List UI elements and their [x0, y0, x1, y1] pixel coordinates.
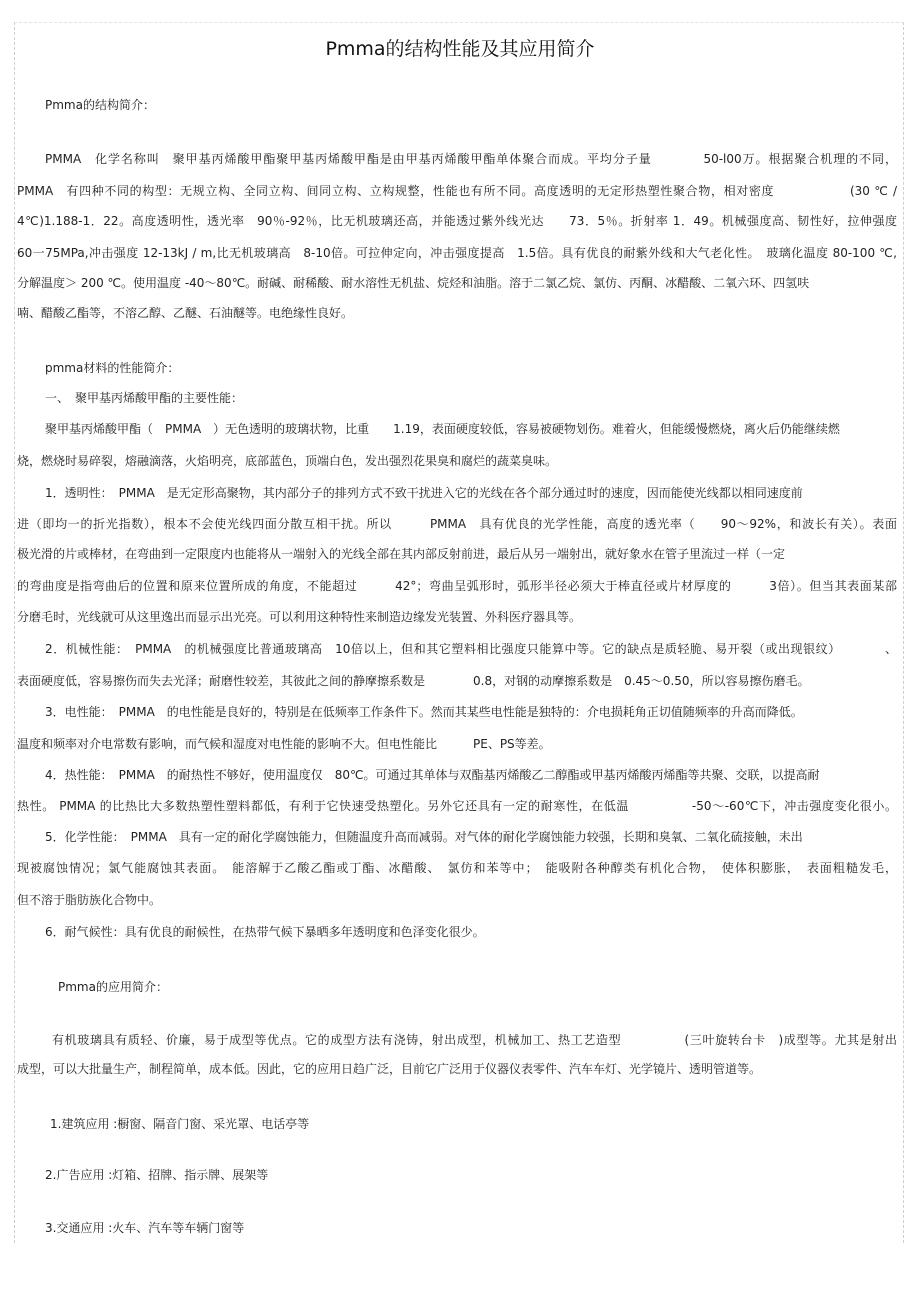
- text-line: 1．透明性： PMMA 是无定形高聚物，其内部分子的排列方式不致干扰进入它的光线在各个部分通过时的速度，因而能使光线都以相同速度前: [45, 486, 803, 500]
- application-item: 1.建筑应用 :橱窗、隔音门窗、采光罩、电话亭等: [50, 1117, 310, 1131]
- text-line: 现被腐蚀情况；氯气能腐蚀其表面。 能溶解于乙酸乙酯或丁酯、冰醋酸、 氯仿和苯等中； 能吸附各种醇类有机化合物， 使体积膨胀， 表面粗糙发毛，: [17, 861, 897, 875]
- text-line: 温度和频率对介电常数有影响，而气候和湿度对电性能的影响不大。但电性能比 PE、PS等差。: [17, 737, 551, 751]
- text-line: PMMA 有四种不同的构型：无规立构、全同立构、间同立构、立构规整，性能也有所不同。高度透明的无定形热塑性聚合物，相对密度 (30 ℃ /: [17, 184, 897, 198]
- application-item: 2.广告应用 :灯箱、招牌、指示牌、展架等: [45, 1168, 269, 1182]
- application-heading: Pmma的应用简介：: [58, 980, 168, 994]
- text-line: 但不溶于脂肪族化合物中。: [17, 893, 162, 907]
- text-line: PMMA 化学名称叫 聚甲基丙烯酸甲酯聚甲基丙烯酸甲酯是由甲基丙烯酸甲酯单体聚合而成。平均分子量 50-l00万。根据聚合机理的不同，: [45, 152, 897, 166]
- properties-heading: pmma材料的性能简介：: [45, 361, 180, 375]
- text-line: 烧，燃烧时易碎裂，熔融滴落，火焰明亮，底部蓝色，顶端白色，发出强烈花果臭和腐烂的蔬菜臭味。: [17, 454, 558, 468]
- text-line: 表面硬度低，容易擦伤而失去光泽；耐磨性较差，其彼此之间的静摩擦系数是 0.8，对钢的动摩擦系数是 0.45～0.50，所以容易擦伤磨毛。: [17, 674, 810, 688]
- page-title: Pmma的结构性能及其应用简介: [325, 38, 595, 60]
- text-line: 3．电性能： PMMA 的电性能是良好的，特别是在低频率工作条件下。然而其某些电性能是独特的：介电损耗角正切值随频率的升高而降低。: [45, 705, 803, 719]
- text-line: 5．化学性能： PMMA 具有一定的耐化学腐蚀能力，但随温度升高而减弱。对气体的耐化学腐蚀能力较强，长期和臭氧、二氧化硫接触，未出: [45, 830, 803, 844]
- text-line: 成型，可以大批量生产，制程简单，成本低。因此，它的应用日趋广泛，目前它广泛用于仪器仪表零件、汽车车灯、光学镜片、透明管道等。: [17, 1062, 762, 1076]
- properties-subheading: 一、 聚甲基丙烯酸甲酯的主要性能：: [45, 391, 244, 405]
- text-line: 聚甲基丙烯酸甲酯（ PMMA ）无色透明的玻璃状物，比重 1.19，表面硬度较低，容易被硬物划伤。难着火，但能缓慢燃烧，离火后仍能继续燃: [45, 422, 840, 436]
- text-line: 热性。 PMMA 的比热比大多数热塑性塑料都低，有利于它快速受热塑化。另外它还具有一定的耐寒性，在低温 -50～-60℃下，冲击强度变化很小。: [17, 799, 897, 813]
- structure-heading: Pmma的结构简介：: [45, 98, 155, 112]
- text-line: 分解温度＞ 200 ℃。使用温度 -40～80℃。耐碱、耐稀酸、耐水溶性无机盐、烷烃和油脂。溶于二氯乙烷、氯仿、丙酮、冰醋酸、二氧六环、四氢呋: [17, 276, 810, 290]
- text-line: 进（即均一的折光指数），根本不会使光线四面分散互相干扰。所以 PMMA 具有优良的光学性能，高度的透光率（ 90～92%，和波长有关）。表面: [17, 517, 897, 531]
- text-line: 有机玻璃具有质轻、价廉，易于成型等优点。它的成型方法有浇铸，射出成型，机械加工、热工艺造型 (三叶旋转台卡 )成型等。尤其是射出: [52, 1033, 897, 1047]
- text-line: 4℃)1.188-1．22。高度透明性，透光率 90％-92％，比无机玻璃还高，并能透过紫外线光达 73．5％。折射率 1．49。机械强度高、韧性好，拉伸强度: [17, 214, 897, 228]
- page-border: [14, 22, 904, 1243]
- text-line: 6．耐气候性：具有优良的耐候性，在热带气候下暴晒多年透明度和色泽变化很少。: [45, 925, 485, 939]
- text-line: 极光滑的片或棒材，在弯曲到一定限度内也能将从一端射入的光线全部在其内部反射前进，最后从另一端射出，就好象水在管子里流过一样（一定: [17, 547, 786, 561]
- application-item: 3.交通应用 :火车、汽车等车辆门窗等: [45, 1221, 245, 1235]
- text-line: 分磨毛时，光线就可从这里逸出而显示出光亮。可以利用这种特性来制造边缘发光装置、外科医疗器具等。: [17, 610, 582, 624]
- text-line: 2．机械性能： PMMA 的机械强度比普通玻璃高 10倍以上，但和其它塑料相比强度只能算中等。它的缺点是质轻脆、易开裂（或出现银纹） 、: [45, 642, 897, 656]
- text-line: 60一75MPa,冲击强度 12-13kJ / m,比无机玻璃高 8-10倍。可拉伸定向，冲击强度提高 1.5倍。具有优良的耐紫外线和大气老化性。 玻璃化温度 80-100 ℃,: [17, 246, 897, 260]
- text-line: 喃、醋酸乙酯等，不溶乙醇、乙醚、石油醚等。电绝缘性良好。: [17, 306, 354, 320]
- text-line: 的弯曲度是指弯曲后的位置和原来位置所成的角度，不能超过 42°；弯曲呈弧形时，弧形半径必须大于棒直径或片材厚度的 3倍）。但当其表面某部: [17, 579, 897, 593]
- text-line: 4．热性能： PMMA 的耐热性不够好，使用温度仅 80℃。可通过其单体与双酯基丙烯酸乙二醇酯或甲基丙烯酸丙烯酯等共聚、交联，以提高耐: [45, 768, 820, 782]
